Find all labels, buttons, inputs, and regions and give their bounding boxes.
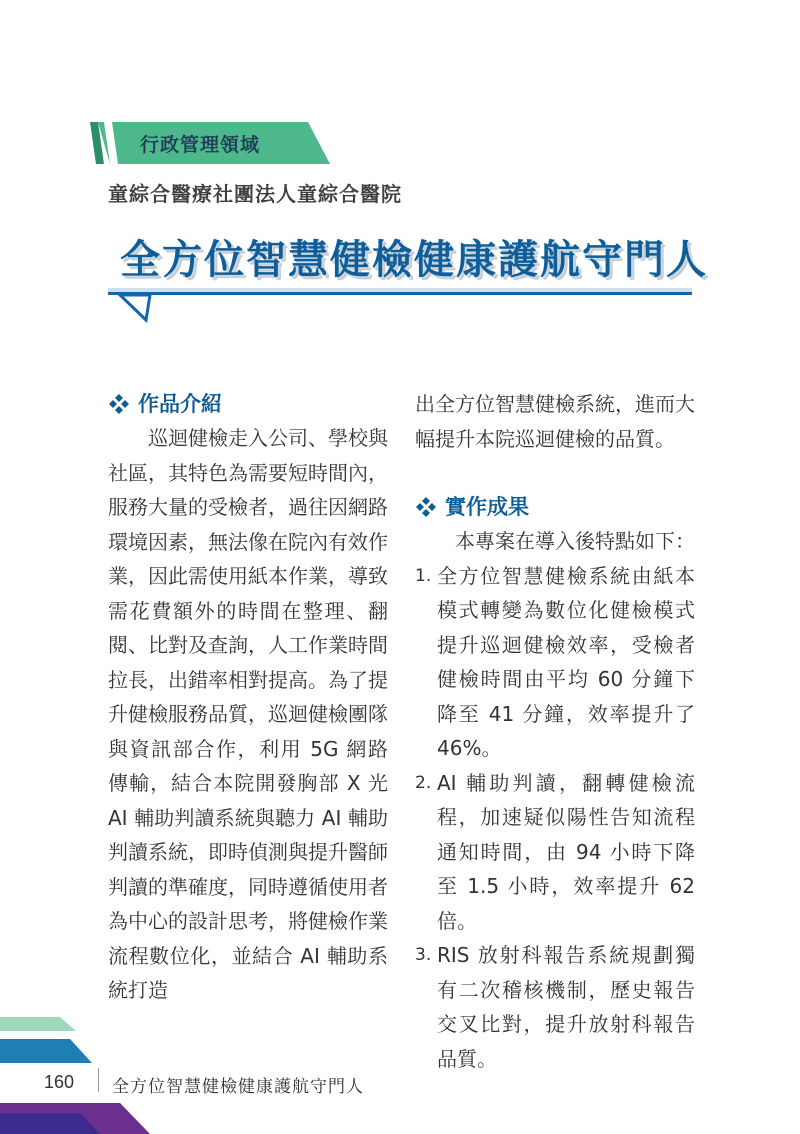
intro-heading-text: 作品介紹 — [138, 391, 222, 416]
results-list — [415, 559, 695, 1077]
page-number: 160 — [44, 1072, 75, 1092]
organization-name: 童綜合醫療社團法人童綜合醫院 — [108, 182, 402, 206]
results-lead: 本專案在導入後特點如下： — [455, 529, 695, 553]
intro-paragraph-continued: 出全方位智慧健檢系統，進而大幅提升本院巡迴健檢的品質。 — [415, 392, 695, 451]
running-title: 全方位智慧健檢健康護航守門人 — [112, 1077, 364, 1097]
speech-bubble-line — [100, 282, 700, 326]
diamond-bullet-icon — [415, 496, 437, 518]
list-item-text: 全方位智慧健檢系統由紙本模式轉變為數位化健檢模式提升巡迴健檢效率，受檢者健檢時間由平均 60 分鐘下降至 41 分鐘，效率提升了 46%。 — [437, 563, 695, 760]
footer-divider — [98, 1068, 99, 1092]
page-title: 全方位智慧健檢健康護航守門人 — [120, 237, 708, 283]
results-heading-text: 實作成果 — [445, 494, 529, 519]
list-item-number: 1. — [415, 565, 432, 586]
intro-column — [108, 387, 388, 1008]
footer-decoration — [0, 1005, 800, 1134]
list-item-text: RIS 放射科報告系統規劃獨有二次稽核機制，歷史報告交叉比對，提升放射科報告品質。 — [437, 943, 695, 1071]
diamond-bullet-icon — [108, 393, 130, 415]
list-item-number: 2. — [415, 772, 432, 793]
intro-heading — [108, 387, 388, 421]
intro-paragraph: 巡迴健檢走入公司、學校與社區，其特色為需要短時間內，服務大量的受檢者，過往因網路環境因素，無法像在院內有效作業，因此需使用紙本作業，導致需花費額外的時間在整理、翻閱、比對及查詢，人工作業時間拉長，出錯率相對提高。為了提升健檢服務品質，巡迴健檢團隊與資訊部合作，利用 5G 網路傳輸，結合本院開發胸部 X 光 AI 輔助判讀系統與聽力 AI 輔助判讀系統，即時偵測與提升醫師判讀的準確度，同時遵循使用者為中心的設計思考，將健檢作業流程數位化，並結合 AI 輔助系統打造 — [108, 426, 388, 1002]
list-item — [415, 559, 695, 766]
list-item-text: AI 輔助判讀，翻轉健檢流程，加速疑似陽性告知流程通知時間，由 94 小時下降至 1.5 小時，效率提升 62 倍。 — [437, 770, 695, 933]
list-item-number: 3. — [415, 945, 432, 965]
list-item — [415, 766, 695, 939]
category-label: 行政管理領域 — [140, 134, 261, 156]
results-column — [415, 387, 695, 1076]
results-heading — [415, 490, 695, 524]
